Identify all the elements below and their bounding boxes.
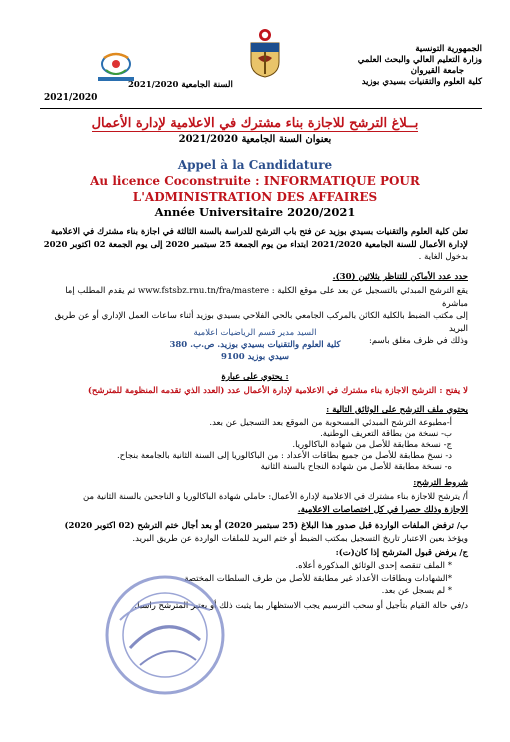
intro-line: لإدارة الأعمال للسنة الجامعية 2021/2020 ابتداء من يوم الجمعة 25 سبتمبر 2020 إلى يوم الجمعة 02 اكتوبر 2020 (43, 239, 468, 250)
header-line: الجمهورية التونسية (415, 44, 482, 54)
places-line: إلى مكتب الضبط بالكلية الكائن بالمركب الجامعي بالحي الفلاحي بسيدي بوزيد أثناء ساعات العمل الإداري أو عن طريق البريد (54, 311, 468, 334)
ministry-header (332, 44, 482, 88)
condition-b-line: ويؤخذ بعين الاعتبار تاريخ التسجيل بمكتب الضبط أو ختم البريد للملفات الواردة عن طريق البريد. (132, 533, 468, 544)
envelope-text: لا يفتح : الترشح الاجازة بناء مشترك في الاعلامية لإدارة الأعمال عدد (العدد الذي تقدمه المنظومة للمترشح) (87, 386, 468, 396)
condition-b-line: ب/ ترفض الملفات الواردة قبل صدور هذا البلاغ (25 سبتمبر 2020) أو بعد أجال ختم الترشح (02 اكتوبر 2020) (64, 521, 468, 531)
faculty-logo-icon (88, 48, 144, 84)
call-title-fr: Appel à la Candidature (177, 158, 333, 172)
official-stamp-icon (100, 570, 230, 700)
conditions-heading: شروط الترشح: (413, 478, 468, 488)
academic-year-label: السنة الجامعية 2021/2020 (128, 80, 233, 90)
licence-title-fr-2: L'ADMINISTRATION DES AFFAIRES (132, 190, 378, 204)
list-item: ب- نسخة من بطاقة التعريف الوطنية. (320, 429, 452, 439)
condition-b (42, 520, 468, 545)
condition-a-line: أ/ يترشح للاجازة بناء مشترك في الاعلامية لإدارة الأعمال: حاملي شهادة الباكالوريا و الناجحين بالسنة الثانية من (82, 492, 468, 502)
file-heading: يحتوي ملف الترشح على الوثائق التالية : (326, 405, 468, 415)
address-line: كلية العلوم والتقنيات بسيدي بوزيد. ص.ب. 380 (169, 340, 341, 350)
header-line: كلية العلوم والتقنيات بسيدي بوزيد (361, 77, 482, 87)
list-item: * الملف تنقصه إحدى الوثائق المذكورة أعلاه. (295, 561, 452, 571)
header-line: جامعة القيروان (410, 66, 464, 76)
mailing-address (0, 327, 510, 363)
file-list (42, 418, 468, 473)
list-item: أ-مطبوعة الترشح المبدئي المسحوبة من الموقع بعد التسجيل عن بعد. (209, 418, 452, 428)
intro-line: تعلن كلية العلوم والتقنيات بسيدي بوزيد عن فتح باب الترشح للدراسة بالسنة الثالثة في اجازة بناء مشترك في الاعلامية (51, 227, 468, 237)
envelope-heading: يحتوي على عبارة : (221, 372, 289, 382)
condition-c-heading: ج/ يرفض قبول المترشح إذا كان(ت): (335, 548, 468, 558)
address-line: سيدي بوزيد 9100 (220, 352, 290, 362)
places-line: يقع الترشح المبدئي بالتسجيل عن بعد على موقع الكلية : www.fstsbz.rnu.tn/fra/mastere ثم يقدم المطلب إما مباشرة (65, 286, 468, 309)
condition-a (42, 491, 468, 516)
list-item: * لم يسجل عن بعد. (381, 586, 452, 596)
academic-year-fr: Année Universitaire 2020/2021 (154, 205, 356, 219)
academic-year-number: 2021/2020 (44, 93, 98, 103)
list-item: ج- نسخة مطابقة للأصل من شهادة الباكالوريا. (292, 440, 452, 450)
announcement-subtitle: بعنوان السنة الجامعية 2021/2020 (178, 134, 332, 145)
address-line: السيد مدير قسم الرياضيات اعلامية (193, 328, 317, 338)
licence-title-fr: Au licence Coconstruite : INFORMATIQUE POUR (90, 174, 420, 188)
announcement-title: بــلاغ الترشح للاجازة بناء مشترك في الاعلامية لإدارة الأعمال (91, 116, 419, 131)
places-heading: حدد عدد الأماكن للتناظر بثلاثين (30). (332, 272, 468, 282)
header-divider (40, 108, 482, 109)
list-item: *الشهادات وبطاقات الأعداد غير مطابقة للأصل من طرف السلطات المختصة (184, 573, 452, 584)
list-item: ه- نسخة مطابقة للأصل من شهادة النجاح بالسنة الثانية (260, 462, 452, 472)
list-item: د- نسخ مطابقة للأصل من جميع بطاقات الأعداد : من الباكالوريا إلى السنة الثانية بالجامعة بنجاح. (116, 451, 452, 461)
condition-a-line: الاجازة وذلك حصرا في كل اختصاصات الاعلامية. (297, 504, 468, 515)
tunisia-emblem-icon (248, 28, 282, 78)
intro-paragraph (42, 226, 468, 264)
condition-d: د/في حالة القيام بتأجيل أو سحب الترسيم يجب الاستظهار بما يثبت ذلك أو يعتبر المترشح راسبا. (134, 601, 468, 611)
places-line: وذلك في ظرف مغلق باسم: (368, 336, 468, 346)
header-line: وزارة التعليم العالي والبحث العلمي (357, 55, 482, 65)
intro-line: بدخول الغاية . (418, 252, 468, 262)
